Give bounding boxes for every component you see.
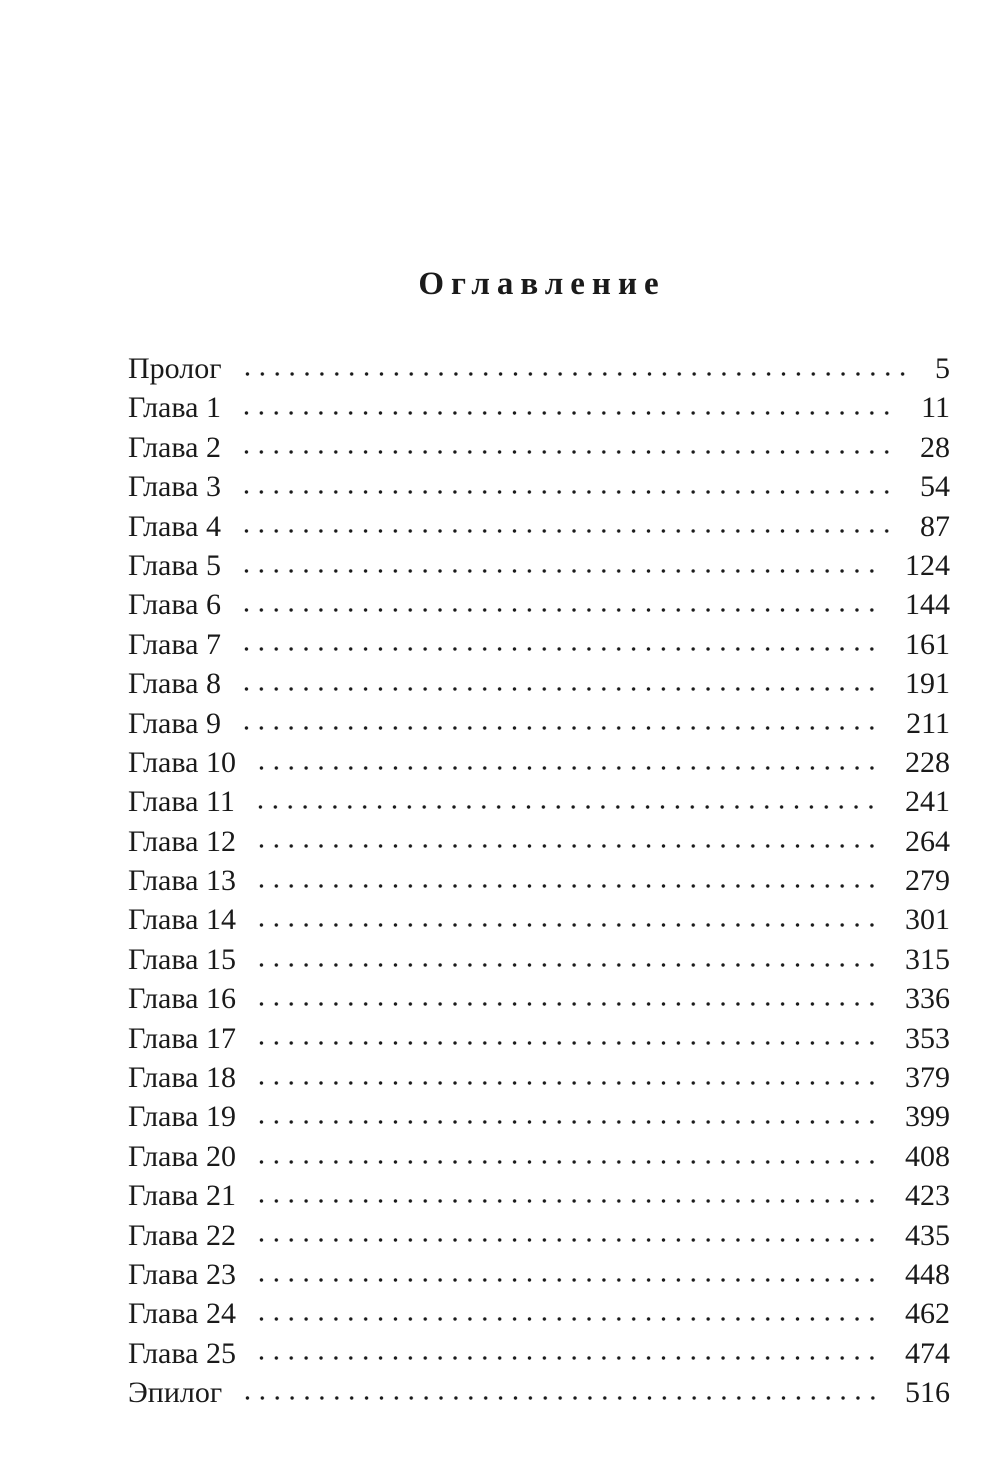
dot-leader (254, 1316, 883, 1322)
toc-entry-page-number: 228 (905, 745, 950, 779)
toc-entry-label: Глава 5 (128, 548, 221, 582)
toc-entry-label: Глава 18 (128, 1061, 236, 1095)
toc-entry-label: Глава 19 (128, 1100, 236, 1134)
toc-entry[interactable] (128, 822, 950, 861)
toc-entry-page-number: 301 (905, 903, 950, 937)
toc-entry-page-number: 279 (905, 864, 950, 898)
toc-entry[interactable] (128, 743, 950, 782)
dot-leader (254, 1040, 883, 1046)
toc-entry-label: Глава 23 (128, 1257, 236, 1291)
toc-entry[interactable] (128, 1097, 950, 1136)
toc-entry-page-number: 264 (905, 824, 950, 858)
toc-entry[interactable] (128, 428, 950, 467)
toc-entry-page-number: 11 (921, 391, 950, 425)
toc-entry-label: Глава 25 (128, 1336, 236, 1370)
toc-entry-label: Глава 8 (128, 667, 221, 701)
toc-entry[interactable] (128, 507, 950, 546)
dot-leader (253, 804, 883, 810)
toc-entry-label: Глава 12 (128, 824, 236, 858)
dot-leader (239, 646, 883, 652)
toc-entry-label: Глава 24 (128, 1297, 236, 1331)
toc-entry[interactable] (128, 979, 950, 1018)
toc-entry-page-number: 144 (905, 588, 950, 622)
toc-entry-label: Глава 2 (128, 430, 221, 464)
toc-entry-label: Глава 4 (128, 509, 221, 543)
toc-entry[interactable] (128, 1334, 950, 1373)
toc-entry-page-number: 435 (905, 1218, 950, 1252)
dot-leader (239, 489, 898, 495)
toc-entry-label: Глава 7 (128, 627, 221, 661)
dot-leader (254, 765, 883, 771)
page-title: Оглавление (418, 266, 666, 302)
toc-entry[interactable] (128, 1058, 950, 1097)
dot-leader (254, 1159, 883, 1165)
toc-entry[interactable] (128, 467, 950, 506)
toc-entry-page-number: 423 (905, 1179, 950, 1213)
toc-entry-page-number: 54 (920, 470, 950, 504)
toc-entry-page-number: 241 (905, 785, 950, 819)
toc-entry[interactable] (128, 585, 950, 624)
dot-leader (254, 1119, 883, 1125)
toc-entry-page-number: 124 (905, 548, 950, 582)
toc-entry-label: Глава 14 (128, 903, 236, 937)
toc-entry-page-number: 87 (920, 509, 950, 543)
toc-entry[interactable] (128, 388, 950, 427)
toc-entry-page-number: 399 (905, 1100, 950, 1134)
toc-entry-label: Глава 20 (128, 1139, 236, 1173)
toc-entry-page-number: 315 (905, 942, 950, 976)
toc-entry-label: Глава 15 (128, 942, 236, 976)
toc-entry[interactable] (128, 1373, 950, 1412)
dot-leader (240, 371, 913, 377)
toc-entry-label: Глава 16 (128, 982, 236, 1016)
toc-entry-page-number: 448 (905, 1257, 950, 1291)
dot-leader (254, 962, 883, 968)
dot-leader (254, 843, 883, 849)
toc-entry-label: Глава 22 (128, 1218, 236, 1252)
toc-entry-page-number: 336 (905, 982, 950, 1016)
toc-entry-page-number: 28 (920, 430, 950, 464)
toc-entry[interactable] (128, 664, 950, 703)
toc-entry[interactable] (128, 625, 950, 664)
toc-entry[interactable] (128, 704, 950, 743)
toc-entry[interactable] (128, 1294, 950, 1333)
toc-entry[interactable] (128, 900, 950, 939)
toc-entry[interactable] (128, 1255, 950, 1294)
toc-entry-page-number: 379 (905, 1061, 950, 1095)
toc-entry[interactable] (128, 1176, 950, 1215)
table-of-contents (128, 349, 950, 1413)
toc-entry-page-number: 5 (935, 352, 950, 385)
dot-leader (254, 1198, 883, 1204)
toc-entry[interactable] (128, 546, 950, 585)
dot-leader (254, 883, 883, 889)
toc-entry-page-number: 211 (906, 706, 950, 740)
dot-leader (254, 922, 883, 928)
toc-entry-label: Эпилог (128, 1376, 223, 1410)
toc-entry[interactable] (128, 782, 950, 821)
toc-entry-label: Пролог (128, 352, 222, 385)
toc-entry-page-number: 161 (905, 627, 950, 661)
toc-entry[interactable] (128, 1019, 950, 1058)
toc-entry-label: Глава 6 (128, 588, 221, 622)
dot-leader (254, 1355, 883, 1361)
toc-entry-label: Глава 13 (128, 864, 236, 898)
toc-entry-label: Глава 3 (128, 470, 221, 504)
dot-leader (239, 725, 884, 731)
toc-entry-page-number: 474 (905, 1336, 950, 1370)
toc-entry-label: Глава 10 (128, 745, 236, 779)
toc-entry[interactable] (128, 1137, 950, 1176)
toc-entry-label: Глава 11 (128, 785, 235, 819)
dot-leader (239, 686, 883, 692)
dot-leader (254, 1237, 883, 1243)
toc-entry[interactable] (128, 940, 950, 979)
dot-leader (254, 1277, 883, 1283)
dot-leader (239, 449, 898, 455)
dot-leader (239, 607, 883, 613)
dot-leader (254, 1080, 883, 1086)
dot-leader (240, 1395, 883, 1401)
toc-entry[interactable] (128, 861, 950, 900)
dot-leader (239, 568, 883, 574)
toc-entry-label: Глава 1 (128, 391, 221, 425)
toc-entry-label: Глава 21 (128, 1179, 236, 1213)
toc-entry[interactable] (128, 1216, 950, 1255)
toc-entry[interactable] (128, 349, 950, 388)
dot-leader (239, 410, 899, 416)
toc-entry-page-number: 516 (905, 1376, 950, 1410)
dot-leader (254, 1001, 883, 1007)
toc-entry-label: Глава 17 (128, 1021, 236, 1055)
toc-entry-label: Глава 9 (128, 706, 221, 740)
dot-leader (239, 528, 898, 534)
toc-entry-page-number: 353 (905, 1021, 950, 1055)
toc-entry-page-number: 462 (905, 1297, 950, 1331)
toc-entry-page-number: 408 (905, 1139, 950, 1173)
toc-entry-page-number: 191 (905, 667, 950, 701)
